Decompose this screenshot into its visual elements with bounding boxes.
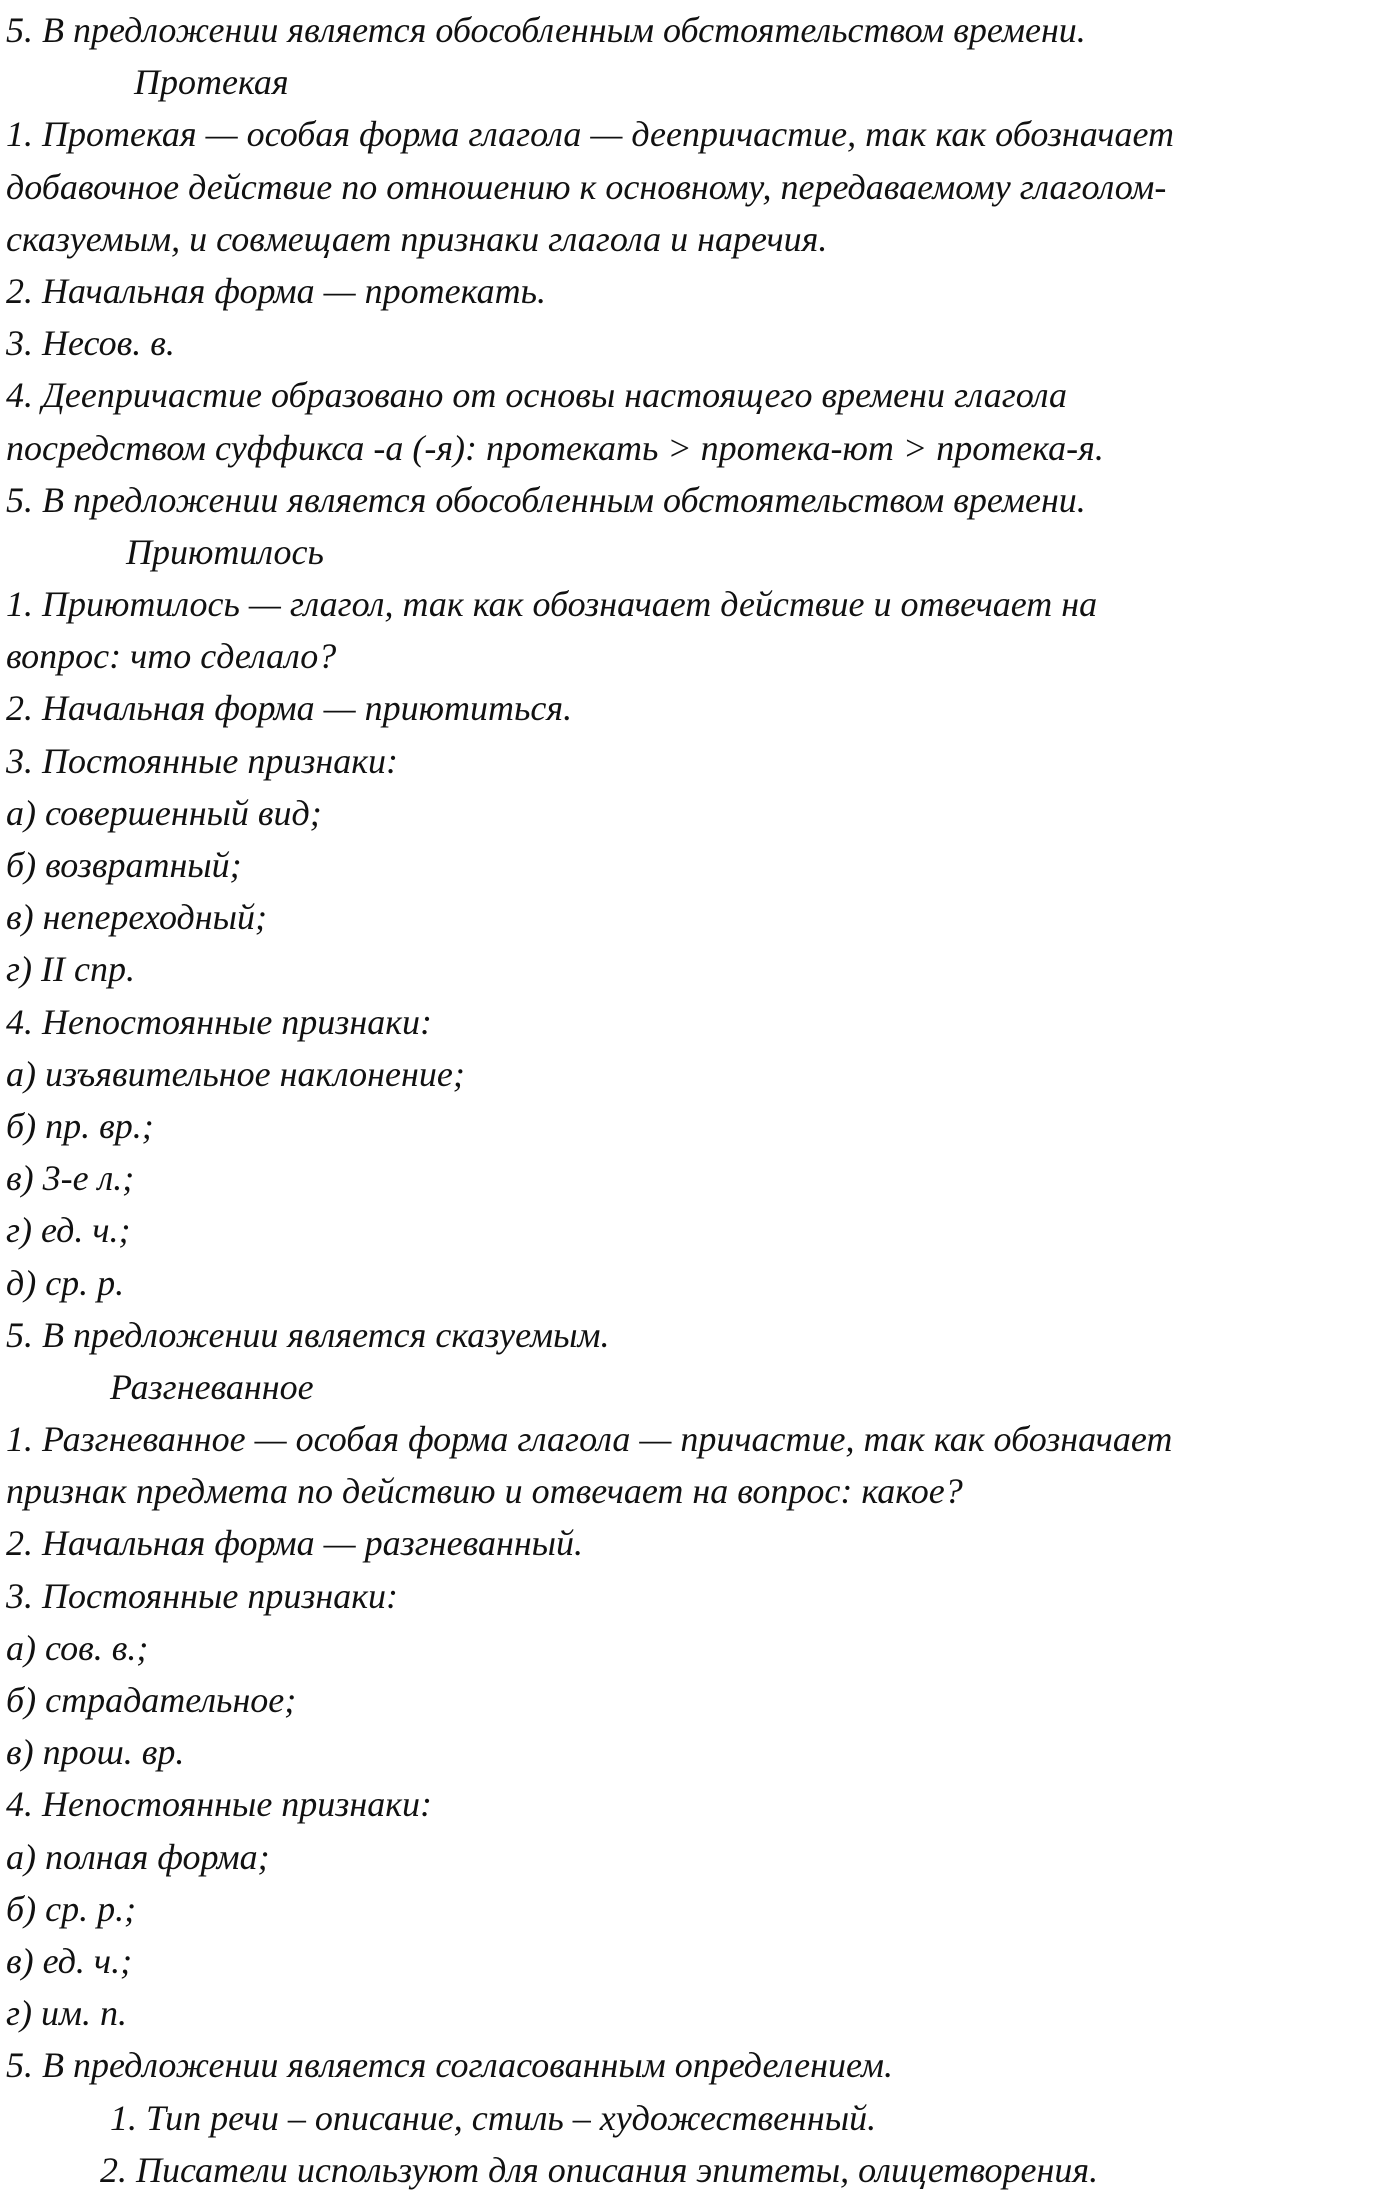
text-line: 5. В предложении является сказуемым. bbox=[6, 1314, 610, 1355]
text-line: признак предмета по действию и отвечает на вопрос: какое? bbox=[6, 1471, 963, 1512]
word-heading: Приютилось bbox=[126, 531, 324, 572]
text-line: в) непереходный; bbox=[6, 897, 267, 938]
text-line: 3. Постоянные признаки: bbox=[6, 1575, 399, 1616]
text-line: г) ед. ч.; bbox=[6, 1210, 131, 1251]
text-line: добавочное действие по отношению к основному, передаваемому глаголом- bbox=[6, 166, 1167, 207]
text-line: 2. Начальная форма — разгневанный. bbox=[6, 1523, 584, 1564]
text-line: 3. Несов. в. bbox=[6, 323, 175, 364]
text-line: вопрос: что сделало? bbox=[6, 636, 337, 677]
text-line: а) сов. в.; bbox=[6, 1627, 149, 1668]
text-line: а) совершенный вид; bbox=[6, 792, 322, 833]
text-line: а) полная форма; bbox=[6, 1836, 270, 1877]
text-line: б) страдательное; bbox=[6, 1680, 297, 1720]
text-line: 4. Деепричастие образовано от основы настоящего времени глагола bbox=[6, 375, 1067, 416]
text-line: 2. Писатели используют для описания эпитеты, олицетворения. bbox=[100, 2149, 1099, 2190]
text-line: в) 3-е л.; bbox=[6, 1158, 135, 1199]
text-line: 5. В предложении является обособленным обстоятельством времени. bbox=[6, 479, 1086, 520]
text-line: б) ср. р.; bbox=[6, 1888, 137, 1929]
text-line: в) прош. вр. bbox=[6, 1732, 185, 1773]
text-line: 1. Тип речи – описание, стиль – художественный. bbox=[110, 2097, 877, 2138]
text-line: 1. Приютилось — глагол, так как обозначает действие и отвечает на bbox=[6, 584, 1098, 625]
text-line: 2. Начальная форма — приютиться. bbox=[6, 688, 573, 729]
text-line: сказуемым, и совмещает признаки глагола и наречия. bbox=[6, 218, 828, 259]
text-line: 5. В предложении является согласованным определением. bbox=[6, 2045, 894, 2086]
text-line: 4. Непостоянные признаки: bbox=[6, 1001, 433, 1042]
text-line: б) пр. вр.; bbox=[6, 1105, 154, 1146]
text-line: 1. Протекая — особая форма глагола — деепричастие, так как обозначает bbox=[6, 114, 1174, 155]
text-line: а) изъявительное наклонение; bbox=[6, 1053, 465, 1094]
text-line: 1. Разгневанное — особая форма глагола — причастие, так как обозначает bbox=[6, 1419, 1173, 1460]
word-heading: Разгневанное bbox=[110, 1366, 314, 1407]
text-line: 3. Постоянные признаки: bbox=[6, 740, 399, 781]
text-line: д) ср. р. bbox=[6, 1262, 125, 1303]
text-line: 5. В предложении является обособленным обстоятельством времени. bbox=[6, 10, 1086, 50]
word-heading: Протекая bbox=[134, 62, 289, 103]
text-line: в) ед. ч.; bbox=[6, 1940, 133, 1981]
text-line: посредством суффикса -а (-я): протекать > протека-ют > протека-я. bbox=[6, 427, 1104, 468]
text-line: 2. Начальная форма — протекать. bbox=[6, 270, 546, 311]
text-line: г) II спр. bbox=[6, 949, 135, 990]
text-line: б) возвратный; bbox=[6, 845, 242, 885]
text-line: 4. Непостоянные признаки: bbox=[6, 1784, 433, 1825]
text-line: г) им. п. bbox=[6, 1993, 128, 2034]
